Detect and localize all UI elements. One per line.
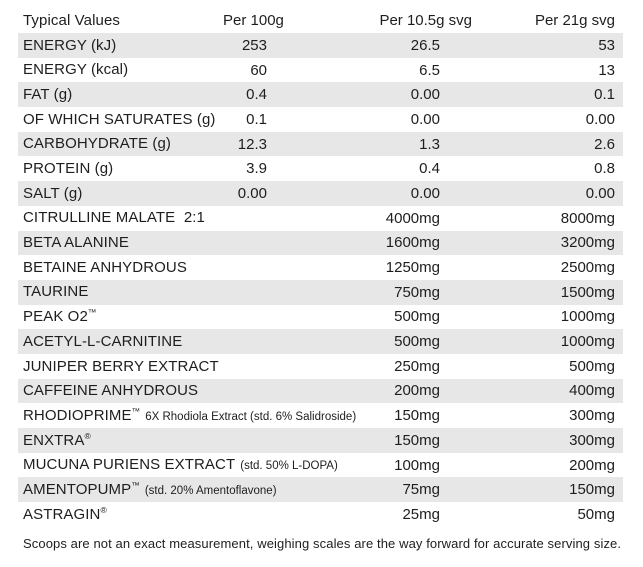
row-label-cell (23, 161, 223, 177)
per-21g-value: 13 (598, 61, 615, 79)
row-label-cell (23, 235, 223, 251)
ingredient-label: CITRULLINE MALATE 2:1 (23, 209, 205, 227)
per-10-5g-value: 6.5 (419, 61, 440, 79)
row-label-cell (23, 430, 223, 449)
table-row (18, 379, 623, 404)
ingredient-label: RHODIOPRIME (23, 406, 132, 424)
scoop-disclaimer-text: Scoops are not an exact measurement, weighing scales are the way forward for accurate serving size. (23, 535, 622, 551)
per-10-5g-value: 0.00 (410, 184, 440, 202)
ingredient-label: CAFFEINE ANHYDROUS (23, 382, 199, 400)
ingredient-label: ACETYL-L-CARNITINE (23, 332, 183, 350)
per-21g-value: 3200mg (560, 234, 615, 252)
per-10-5g-value: 500mg (394, 308, 440, 326)
table-row (18, 181, 623, 206)
row-label-cell (23, 260, 223, 276)
per-21g-value: 53 (598, 36, 615, 54)
per-21g-value: 2500mg (560, 259, 615, 277)
per-10-5g-value: 1600mg (385, 234, 440, 252)
ingredient-note: (std. 50% L-DOPA) (240, 460, 338, 473)
row-label-cell (23, 383, 223, 399)
per-10-5g-value: 25mg (402, 505, 440, 523)
row-label-cell (23, 210, 223, 226)
ingredient-label: ENERGY (kcal) (23, 61, 129, 79)
header-per-100g: Per 100g (223, 12, 284, 29)
per-10-5g-value: 750mg (394, 283, 440, 301)
row-label-cell (23, 334, 223, 350)
table-row (18, 502, 623, 527)
row-label-cell (23, 309, 223, 325)
per-100g-value: 0.4 (246, 86, 267, 104)
ingredient-label: PEAK O2 (23, 308, 88, 326)
row-label-cell (23, 87, 223, 103)
ingredient-note: (std. 20% Amentoflavone) (144, 484, 277, 497)
row-label-cell (23, 479, 277, 498)
table-body (18, 33, 623, 527)
table-row (18, 82, 623, 107)
table-header-row (18, 8, 623, 33)
per-10-5g-value: 250mg (394, 357, 440, 375)
table-row (18, 231, 623, 256)
row-label-cell (23, 186, 223, 202)
table-row (18, 477, 623, 502)
table-row (18, 206, 623, 231)
table-row (18, 58, 623, 83)
row-label-cell (23, 136, 223, 152)
ingredient-label: BETA ALANINE (23, 234, 129, 252)
per-21g-value: 300mg (569, 431, 615, 449)
trademark-symbol: ™ (131, 479, 140, 490)
per-10-5g-value: 150mg (394, 407, 440, 425)
trademark-symbol: ™ (131, 405, 141, 416)
table-row (18, 305, 623, 330)
per-21g-value: 0.00 (585, 110, 615, 128)
row-label-cell (23, 405, 357, 424)
per-21g-value: 200mg (569, 456, 615, 474)
table-row (18, 255, 623, 280)
per-10-5g-value: 500mg (394, 333, 440, 351)
row-label-cell (23, 62, 223, 78)
ingredient-label: TAURINE (23, 283, 89, 301)
per-21g-value: 300mg (569, 407, 615, 425)
ingredient-label: CARBOHYDRATE (g) (23, 135, 172, 153)
per-21g-value: 1000mg (560, 333, 615, 351)
table-row (18, 280, 623, 305)
per-21g-value: 8000mg (560, 209, 615, 227)
ingredient-label: MUCUNA PURIENS EXTRACT (23, 456, 236, 474)
ingredient-label: FAT (g) (23, 85, 73, 103)
header-per-21g-svg: Per 21g svg (534, 12, 615, 29)
ingredient-label: AMENTOPUMP (23, 480, 132, 498)
header-typical-values: Typical Values (23, 12, 121, 29)
table-row (18, 354, 623, 379)
row-label-cell (23, 112, 223, 128)
table-row (18, 132, 623, 157)
trademark-symbol: ® (84, 430, 91, 441)
ingredient-label: ENERGY (kJ) (23, 36, 117, 54)
row-label-cell (23, 38, 223, 54)
per-10-5g-value: 0.4 (419, 160, 440, 178)
table-row (18, 403, 623, 428)
row-label-cell (23, 284, 223, 300)
per-10-5g-value: 100mg (394, 456, 440, 474)
per-21g-value: 0.00 (585, 184, 615, 202)
per-10-5g-value: 75mg (402, 481, 440, 499)
table-row (18, 33, 623, 58)
ingredient-label: SALT (g) (23, 184, 83, 202)
per-100g-value: 0.1 (246, 110, 267, 128)
ingredient-label: OF WHICH SATURATES (g) (23, 110, 216, 128)
ingredient-label: ASTRAGIN (23, 505, 101, 523)
per-100g-value: 60 (250, 61, 267, 79)
per-10-5g-value: 0.00 (410, 86, 440, 104)
per-21g-value: 0.8 (594, 160, 615, 178)
header-per-10-5g-svg: Per 10.5g svg (379, 12, 472, 29)
per-100g-value: 0.00 (237, 184, 267, 202)
per-21g-value: 50mg (577, 505, 615, 523)
ingredient-note: 6X Rhodiola Extract (std. 6% Salidroside) (145, 410, 357, 423)
per-10-5g-value: 150mg (394, 431, 440, 449)
per-10-5g-value: 0.00 (410, 110, 440, 128)
per-21g-value: 0.1 (594, 86, 615, 104)
per-10-5g-value: 4000mg (385, 209, 440, 227)
row-label-cell (23, 359, 223, 375)
table-row (18, 428, 623, 453)
trademark-symbol: ® (100, 504, 107, 515)
per-21g-value: 400mg (569, 382, 615, 400)
per-21g-value: 150mg (569, 481, 615, 499)
per-10-5g-value: 200mg (394, 382, 440, 400)
table-row (18, 329, 623, 354)
per-21g-value: 500mg (569, 357, 615, 375)
table-row (18, 107, 623, 132)
row-label-cell (23, 504, 223, 523)
per-10-5g-value: 1.3 (419, 135, 440, 153)
row-label-cell (23, 456, 338, 474)
per-100g-value: 12.3 (237, 135, 267, 153)
trademark-symbol: ™ (87, 307, 97, 318)
table-row (18, 156, 623, 181)
per-10-5g-value: 26.5 (410, 36, 440, 54)
per-100g-value: 253 (241, 36, 267, 54)
ingredient-label: ENXTRA (23, 431, 85, 449)
per-10-5g-value: 1250mg (385, 259, 440, 277)
ingredient-label: JUNIPER BERRY EXTRACT (23, 357, 219, 375)
per-21g-value: 1500mg (560, 283, 615, 301)
per-100g-value: 3.9 (246, 160, 267, 178)
per-21g-value: 1000mg (560, 308, 615, 326)
ingredient-label: PROTEIN (g) (23, 160, 114, 178)
ingredient-label: BETAINE ANHYDROUS (23, 258, 187, 276)
table-row (18, 453, 623, 478)
per-21g-value: 2.6 (594, 135, 615, 153)
